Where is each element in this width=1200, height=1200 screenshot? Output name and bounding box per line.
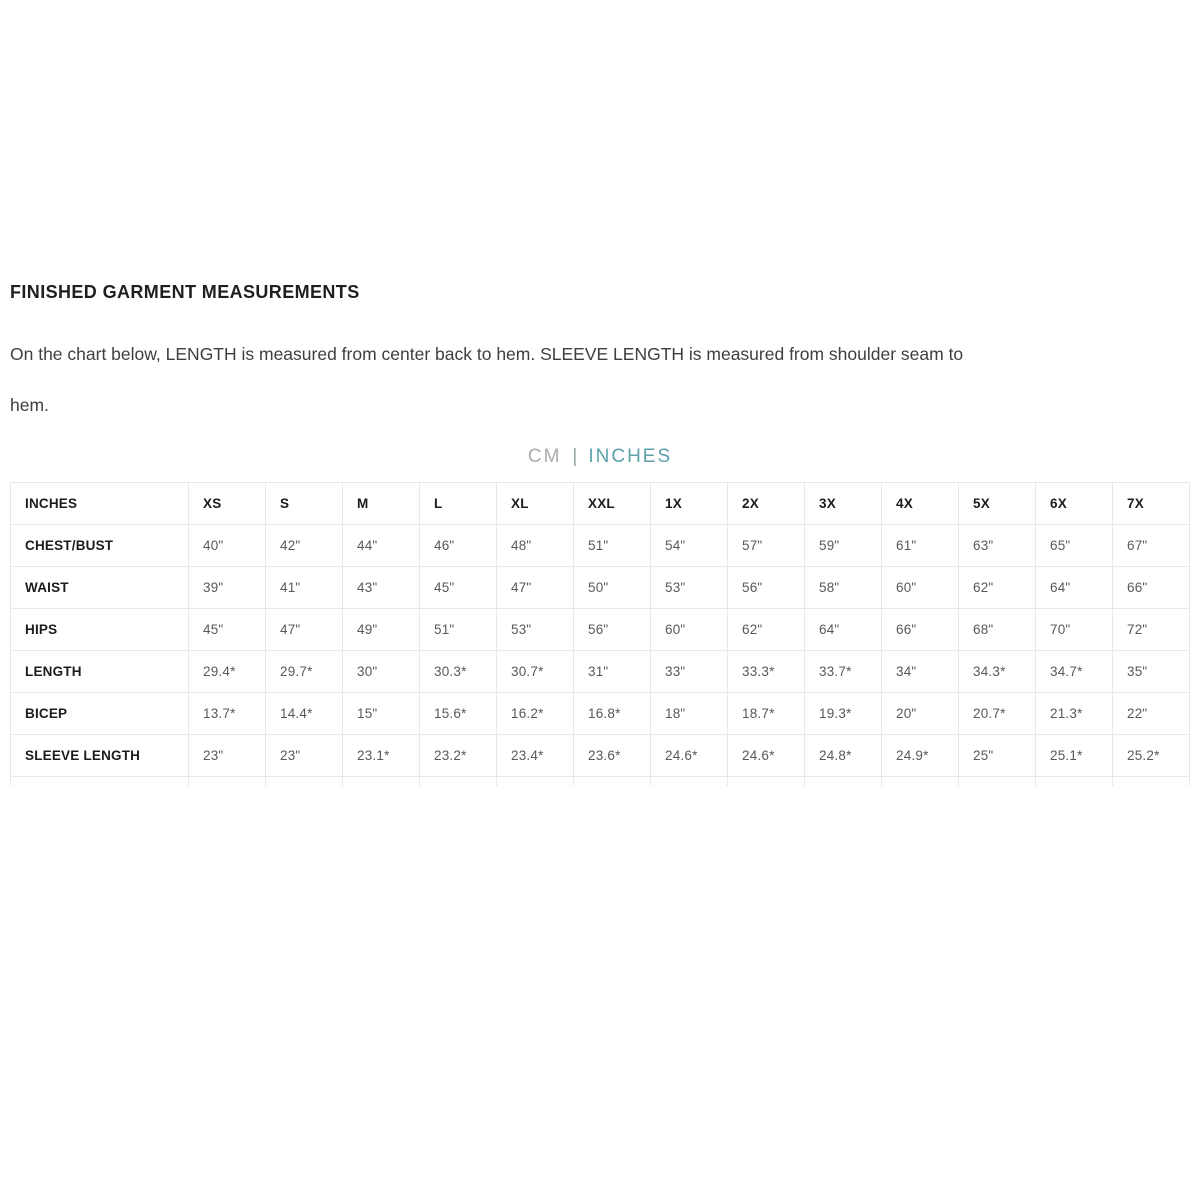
size-column-header: 4X — [882, 483, 959, 525]
measurement-cell: 51" — [420, 609, 497, 651]
measurement-cell: 60" — [882, 567, 959, 609]
measurement-cell: 19.3* — [805, 693, 882, 735]
table-row — [11, 735, 1190, 777]
row-label: BICEP — [11, 693, 189, 735]
measurement-cell: 72" — [1113, 609, 1190, 651]
measurement-cell: 24.8* — [805, 735, 882, 777]
measurement-cell: 23.6* — [574, 735, 651, 777]
row-label: HIPS — [11, 609, 189, 651]
size-column-header: 7X — [1113, 483, 1190, 525]
measurement-cell: 33" — [651, 651, 728, 693]
measurement-cell: 15.6* — [420, 693, 497, 735]
measurement-cell: 56" — [574, 609, 651, 651]
empty-cell — [420, 777, 497, 786]
row-label: WAIST — [11, 567, 189, 609]
table-row-partial — [11, 777, 1190, 786]
measurement-cell: 70" — [1036, 609, 1113, 651]
measurement-cell: 15" — [343, 693, 420, 735]
measurement-cell: 23.1* — [343, 735, 420, 777]
table-row — [11, 525, 1190, 567]
measurement-cell: 62" — [728, 609, 805, 651]
empty-cell — [1113, 777, 1190, 786]
measurement-cell: 47" — [497, 567, 574, 609]
measurement-cell: 53" — [497, 609, 574, 651]
measurement-cell: 42" — [266, 525, 343, 567]
measurement-cell: 16.2* — [497, 693, 574, 735]
measurement-cell: 33.3* — [728, 651, 805, 693]
measurement-cell: 33.7* — [805, 651, 882, 693]
measurement-cell: 41" — [266, 567, 343, 609]
measurement-cell: 30.3* — [420, 651, 497, 693]
size-column-header: 5X — [959, 483, 1036, 525]
measurement-cell: 46" — [420, 525, 497, 567]
measurement-description — [10, 329, 1190, 431]
measurement-cell: 31" — [574, 651, 651, 693]
measurement-cell: 18.7* — [728, 693, 805, 735]
measurement-cell: 25.2* — [1113, 735, 1190, 777]
measurement-cell: 44" — [343, 525, 420, 567]
description-line-1: On the chart below, LENGTH is measured from center back to hem. SLEEVE LENGTH is measured from shoulder seam to — [10, 344, 964, 364]
measurement-cell: 23" — [189, 735, 266, 777]
measurement-cell: 63" — [959, 525, 1036, 567]
measurement-cell: 34.3* — [959, 651, 1036, 693]
measurement-cell: 56" — [728, 567, 805, 609]
empty-cell — [1036, 777, 1113, 786]
measurement-cell: 22" — [1113, 693, 1190, 735]
measurement-cell: 58" — [805, 567, 882, 609]
size-table-header-row — [11, 483, 1190, 525]
measurement-cell: 40" — [189, 525, 266, 567]
size-column-header: M — [343, 483, 420, 525]
measurement-cell: 24.9* — [882, 735, 959, 777]
measurement-cell: 16.8* — [574, 693, 651, 735]
size-column-header: 6X — [1036, 483, 1113, 525]
measurement-cell: 39" — [189, 567, 266, 609]
measurement-cell: 30.7* — [497, 651, 574, 693]
size-column-header: 1X — [651, 483, 728, 525]
size-column-header: XXL — [574, 483, 651, 525]
empty-cell — [728, 777, 805, 786]
measurement-cell: 54" — [651, 525, 728, 567]
empty-cell — [343, 777, 420, 786]
empty-cell — [959, 777, 1036, 786]
empty-cell — [882, 777, 959, 786]
measurement-cell: 49" — [343, 609, 420, 651]
size-table-wrap — [10, 482, 1190, 786]
empty-cell — [11, 777, 189, 786]
measurement-cell: 65" — [1036, 525, 1113, 567]
measurement-cell: 64" — [1036, 567, 1113, 609]
measurement-cell: 34.7* — [1036, 651, 1113, 693]
unit-toggle — [10, 444, 1190, 470]
row-label: CHEST/BUST — [11, 525, 189, 567]
measurement-cell: 43" — [343, 567, 420, 609]
measurement-cell: 60" — [651, 609, 728, 651]
measurement-cell: 20.7* — [959, 693, 1036, 735]
size-column-header: XL — [497, 483, 574, 525]
unit-toggle-inches[interactable]: INCHES — [588, 446, 673, 467]
measurement-cell: 45" — [420, 567, 497, 609]
measurement-cell: 13.7* — [189, 693, 266, 735]
measurement-cell: 20" — [882, 693, 959, 735]
measurement-cell: 23.4* — [497, 735, 574, 777]
measurement-cell: 29.7* — [266, 651, 343, 693]
measurement-cell: 23.2* — [420, 735, 497, 777]
page-title: FINISHED GARMENT MEASUREMENTS — [10, 282, 360, 302]
size-column-header: 2X — [728, 483, 805, 525]
empty-cell — [574, 777, 651, 786]
measurement-cell: 30" — [343, 651, 420, 693]
measurement-cell: 25" — [959, 735, 1036, 777]
size-column-header: XS — [189, 483, 266, 525]
measurement-cell: 51" — [574, 525, 651, 567]
empty-cell — [497, 777, 574, 786]
size-table — [10, 482, 1190, 786]
measurement-cell: 66" — [882, 609, 959, 651]
table-row — [11, 609, 1190, 651]
description-line-2: hem. — [10, 395, 49, 415]
measurement-cell: 35" — [1113, 651, 1190, 693]
measurement-cell: 67" — [1113, 525, 1190, 567]
measurement-cell: 25.1* — [1036, 735, 1113, 777]
measurement-cell: 24.6* — [651, 735, 728, 777]
unit-toggle-cm[interactable]: CM — [527, 446, 562, 467]
row-label: LENGTH — [11, 651, 189, 693]
measurement-cell: 62" — [959, 567, 1036, 609]
unit-column-header: INCHES — [11, 483, 189, 525]
measurement-cell: 45" — [189, 609, 266, 651]
row-label: SLEEVE LENGTH — [11, 735, 189, 777]
measurement-cell: 48" — [497, 525, 574, 567]
empty-cell — [805, 777, 882, 786]
measurement-cell: 24.6* — [728, 735, 805, 777]
table-row — [11, 651, 1190, 693]
size-column-header: L — [420, 483, 497, 525]
measurement-cell: 47" — [266, 609, 343, 651]
size-table-body — [11, 525, 1190, 786]
table-row — [11, 693, 1190, 735]
measurement-cell: 59" — [805, 525, 882, 567]
measurement-cell: 21.3* — [1036, 693, 1113, 735]
measurement-cell: 29.4* — [189, 651, 266, 693]
table-row — [11, 567, 1190, 609]
empty-cell — [266, 777, 343, 786]
size-column-header: S — [266, 483, 343, 525]
size-table-head — [11, 483, 1190, 525]
measurement-cell: 53" — [651, 567, 728, 609]
empty-cell — [651, 777, 728, 786]
measurement-cell: 57" — [728, 525, 805, 567]
measurement-cell: 50" — [574, 567, 651, 609]
measurement-cell: 61" — [882, 525, 959, 567]
measurement-cell: 34" — [882, 651, 959, 693]
unit-toggle-separator: | — [572, 446, 578, 467]
empty-cell — [189, 777, 266, 786]
measurement-cell: 23" — [266, 735, 343, 777]
size-column-header: 3X — [805, 483, 882, 525]
measurement-cell: 18" — [651, 693, 728, 735]
measurement-cell: 64" — [805, 609, 882, 651]
measurement-cell: 68" — [959, 609, 1036, 651]
measurement-cell: 66" — [1113, 567, 1190, 609]
measurement-cell: 14.4* — [266, 693, 343, 735]
